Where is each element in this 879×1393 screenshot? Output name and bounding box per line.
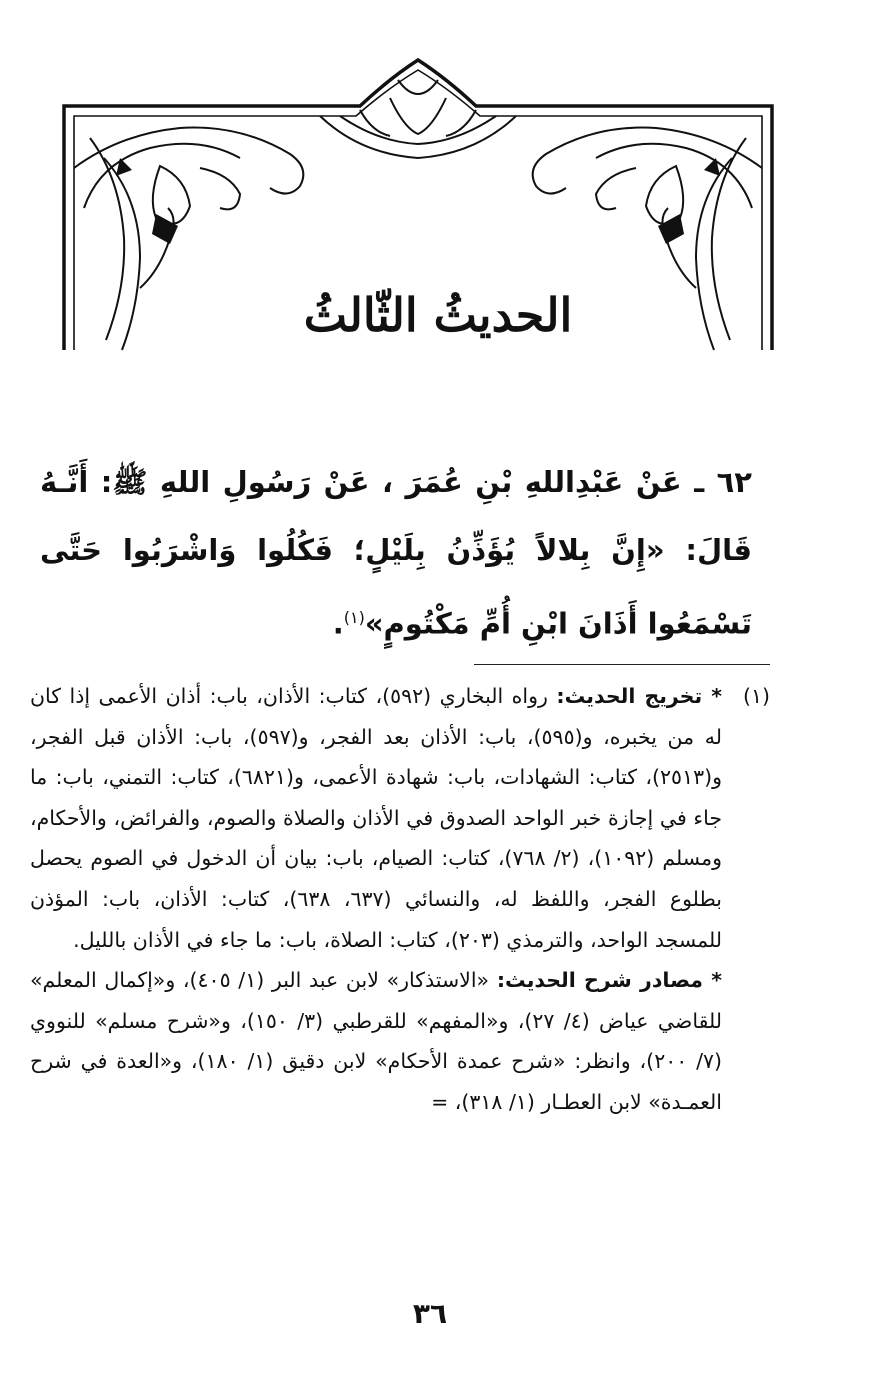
page-number: ٣٦ — [412, 1297, 448, 1330]
takhrij-text: رواه البخاري (٥٩٢)، كتاب: الأذان، باب: أذان الأعمى إذا كان له من يخبره، و(٥٩٥)، باب: الأذان بعد الفجر، و(٥٩٧)، باب: الأذان قبل الفجر، و(٢٥١٣)، كتاب: الشهادات، باب: شهادة الأعمى، و(٦٨٢١)، كتاب: التمني، باب: ما جاء في إجازة خبر الواحد الصدوق في الأذان والصلاة والصوم، والفرائض، والأحكام، ومسلم (١٠٩٢)، (٢/ ٧٦٨)، كتاب: الصيام، باب: بيان أن الدخول في الصوم يحصل بطلوع الفجر، واللفظ له، والنسائي (٦٣٧، ٦٣٨)، كتاب: الأذان، باب: المؤذن للمسجد الواحد، والترمذي (٢٠٣)، كتاب: الصلاة، باب: ما جاء في الأذان بالليل. — [30, 684, 723, 952]
footnote-number: (١) — [742, 684, 770, 708]
takhrij-label: * تخريج الحديث: — [556, 684, 722, 708]
sources-label: * مصادر شرح الحديث: — [496, 968, 722, 993]
hadith-end-mark: . — [332, 606, 344, 641]
hadith-text-block — [40, 448, 752, 658]
hadith-text: ٦٢ ـ عَنْ عَبْدِاللهِ بْنِ عُمَرَ ، عَنْ رَسُولِ اللهِ ﷺ: أَنَّـهُ قَالَ: «إِنَّ بِلالاً يُؤَذِّنُ بِلَيْلٍ؛ فَكُلُوا وَاشْرَبُوا حَتَّى تَسْمَعُوا أَذَانَ ابْنِ أُمِّ مَكْتُومٍ» — [40, 465, 752, 641]
sources-section — [30, 960, 770, 1122]
footnote-separator — [474, 664, 770, 665]
footnote-reference[interactable]: (١) — [343, 608, 365, 627]
takhrij-section — [30, 676, 722, 960]
footnotes — [30, 676, 770, 1123]
footnote-1 — [30, 676, 770, 960]
chapter-title: الحديثُ الثّالثُ — [303, 288, 573, 342]
sources-text: «الاستذكار» لابن عبد البر (١/ ٤٠٥)، و«إكمال المعلم» للقاضي عياض (٤/ ٢٧)، و«المفهم» للقرطبي (٣/ ١٥٠)، و«شرح مسلم» للنووي (٧/ ٢٠٠)، وانظر: «شرح عمدة الأحكام» لابن دقيق (١/ ١٨٠)، و«العدة في شرح العمـدة» لابن العطـار (١/ ٣١٨)، = — [30, 968, 723, 1114]
